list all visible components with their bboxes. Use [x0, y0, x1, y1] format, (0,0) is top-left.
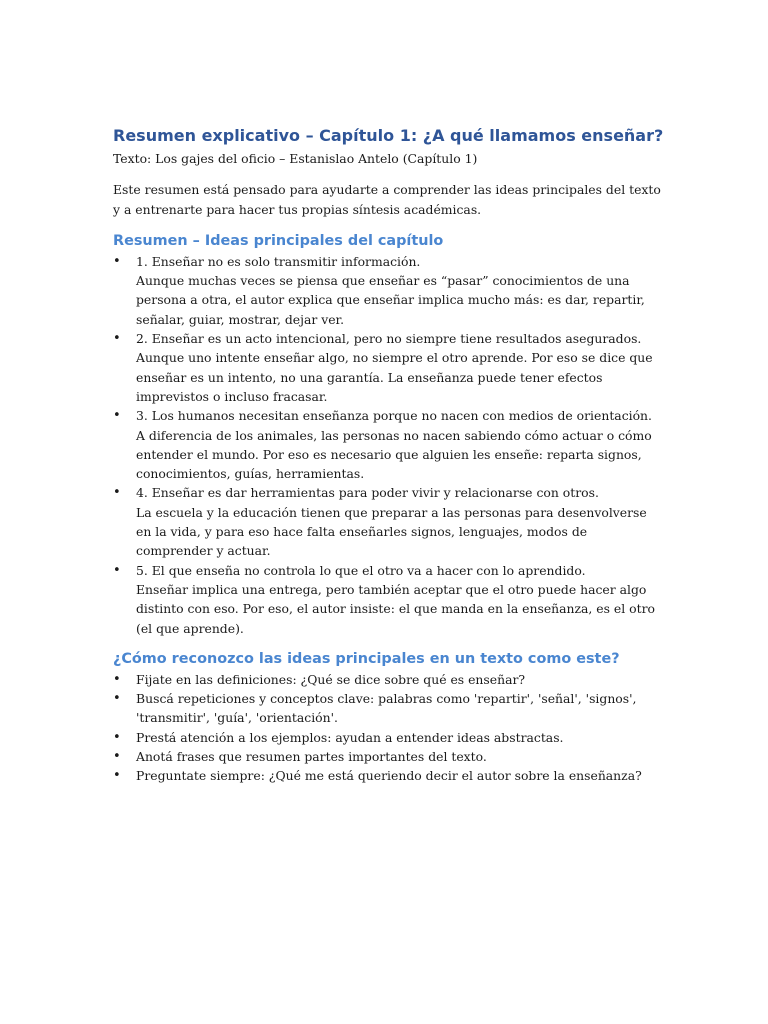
tip-text: Fijate en las definiciones: ¿Qué se dice sobre qué es enseñar?: [136, 671, 526, 687]
list-item: [113, 728, 661, 747]
bullet-icon: •: [113, 408, 121, 424]
list-item: [113, 766, 661, 785]
bullet-icon: •: [113, 562, 121, 578]
item-body: Aunque muchas veces se piensa que enseñar es “pasar” conocimientos de una persona a otra, el autor explica que enseñar implica mucho más: es dar, repartir, señalar, guiar, mostrar, dejar ver.: [136, 273, 645, 327]
tip-text: Prestá atención a los ejemplos: ayudan a entender ideas abstractas.: [136, 729, 564, 745]
list-item: [113, 329, 661, 406]
bullet-icon: •: [113, 485, 121, 501]
item-body: La escuela y la educación tienen que preparar a las personas para desenvolverse en la vida, y para eso hace falta enseñarles signos, lenguajes, modos de comprender y actuar.: [136, 504, 647, 559]
item-heading: 3. Los humanos necesitan enseñanza porque no nacen con medios de orientación.: [136, 408, 652, 424]
bullet-icon: •: [113, 768, 121, 784]
document-title: Resumen explicativo – Capítulo 1: ¿A qué llamamos enseñar?: [113, 126, 664, 145]
bullet-icon: •: [113, 749, 121, 765]
tip-text: Anotá frases que resumen partes importantes del texto.: [136, 749, 487, 765]
tips-list: [113, 670, 661, 786]
list-item: [113, 406, 661, 483]
list-item: [113, 689, 661, 728]
list-item: [113, 670, 661, 689]
bullet-icon: •: [113, 331, 121, 347]
bullet-icon: •: [113, 691, 121, 707]
section-title-tips: ¿Cómo reconozco las ideas principales en un texto como este?: [113, 650, 620, 667]
list-item: [113, 252, 661, 329]
item-heading: 4. Enseñar es dar herramientas para poder vivir y relacionarse con otros.: [136, 485, 599, 501]
section-title-summary: Resumen – Ideas principales del capítulo: [113, 232, 444, 249]
item-heading: 5. El que enseña no controla lo que el otro va a hacer con lo aprendido.: [136, 562, 586, 578]
summary-list: [113, 252, 661, 638]
item-body: Enseñar implica una entrega, pero también aceptar que el otro puede hacer algo distinto con eso. Por eso, el autor insiste: el que manda en la enseñanza, es el otro (el que aprende).: [136, 581, 655, 636]
document-page: [113, 124, 664, 786]
item-body: A diferencia de los animales, las personas no nacen sabiendo cómo actuar o cómo entender el mundo. Por eso es necesario que alguien les enseñe: reparta signos, conocimientos, guías, herramientas.: [136, 427, 652, 482]
bullet-icon: •: [113, 729, 121, 745]
item-heading: 2. Enseñar es un acto intencional, pero no siempre tiene resultados asegurados.: [136, 331, 642, 347]
tip-text: Buscá repeticiones y conceptos clave: palabras como 'repartir', 'señal', 'signos', 'transmitir', 'guía', 'orientación'.: [136, 691, 637, 726]
item-heading: 1. Enseñar no es solo transmitir información.: [136, 253, 421, 269]
item-body: Aunque uno intente enseñar algo, no siempre el otro aprende. Por eso se dice que enseñar es un intento, no una garantía. La enseñanza puede tener efectos imprevistos o incluso fracasar.: [136, 350, 653, 404]
tip-text: Preguntate siempre: ¿Qué me está queriendo decir el autor sobre la enseñanza?: [136, 768, 642, 784]
intro-paragraph: Este resumen está pensado para ayudarte a comprender las ideas principales del texto y a entrenarte para hacer tus propias síntesis académicas.: [113, 182, 661, 217]
list-item: [113, 747, 661, 766]
bullet-icon: •: [113, 253, 121, 269]
bullet-icon: •: [113, 671, 121, 687]
list-item: [113, 483, 661, 560]
list-item: [113, 561, 661, 638]
document-subtitle: Texto: Los gajes del oficio – Estanislao Antelo (Capítulo 1): [113, 151, 478, 166]
